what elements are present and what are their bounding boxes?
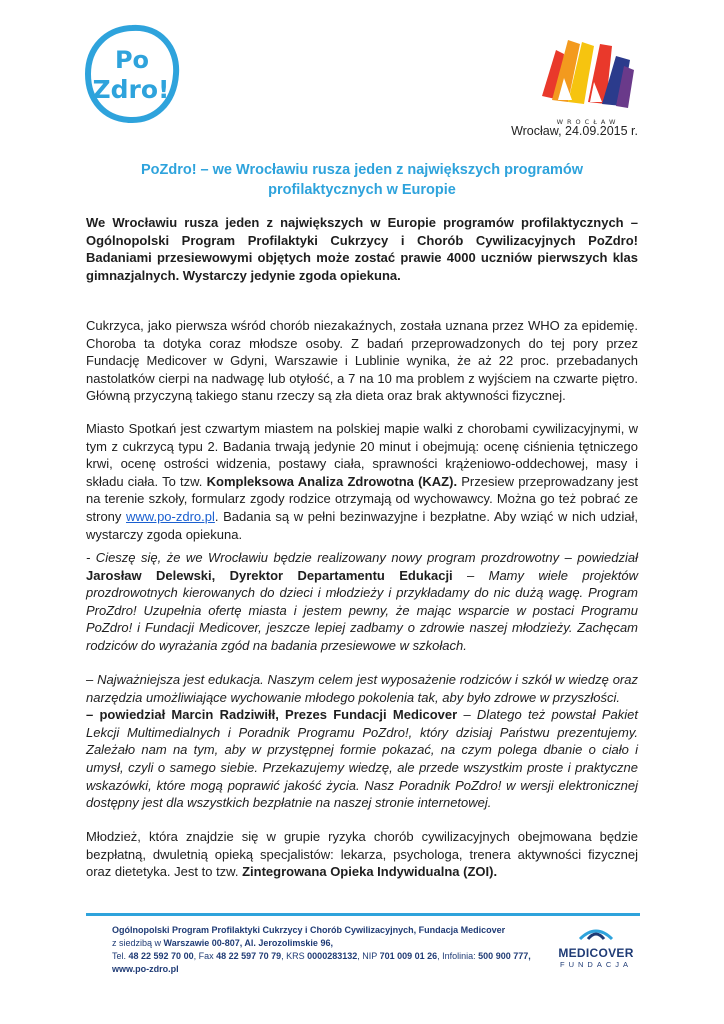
pozdro-logo [84,24,180,124]
wroclaw-logo [538,30,638,130]
pozdro-link[interactable]: www.po-zdro.pl [126,508,215,524]
paragraph-3: - Cieszę się, że we Wrocławiu będzie realizowany nowy program prozdrowotny – powiedział Jarosław Delewski, Dyrektor Departamentu Edukacji – Mamy wiele projektów prozdrowotnych kierowanych do dzieci i młodzieży i przykładamy do nic dużą wagę. Program ProZdro! Uzupełnia ofertę miasta i jestem pewny, że mając wsparcie w postaci Programu PoZdro! i Fundacji Medicover, jeszcze lepiej zadbamy o zdrowie naszej młodzieży. Zachęcam rodziców do wyrażania zgód na badania przesiewowe w szkołach. [86,550,638,653]
paragraph-1: Cukrzyca, jako pierwsza wśród chorób niezakaźnych, została uznana przez WHO za epidemię. Choroba ta dotyka coraz młodsze osoby. Z badań przeprowadzonych do tej pory przez Fundację Medicover w Gdyni, Warszawie i Lublinie wynika, że aż 22 proc. przebadanych nastolatków cierpi na nadwagę lub otyłość, a 7 na 10 ma problem z wyjściem na czwarte piętro. Główną przyczyną takiego stanu rzeczy są zła dieta oraz brak aktywności fizycznej. [86,318,638,404]
svg-text:Zdro!: Zdro! [92,75,170,104]
document-date: Wrocław, 24.09.2015 r. [511,124,638,138]
medicover-logo: MEDICOVER FUNDACJA [548,925,644,973]
paragraph-5: Młodzież, która znajdzie się w grupie ryzyka chorób cywilizacyjnych obejmowana będzie bezpłatną, dwuletnią opieką specjalistów: lekarza, psychologa, trenera aktywności fizycznej oraz dietetyka. Jest to tzw. Zintegrowana Opieka Indywidualna (ZOI). [86,829,638,880]
medicover-emblem-icon [576,925,616,941]
svg-text:WROCŁAW: WROCŁAW [556,118,620,126]
svg-text:Po: Po [114,46,150,74]
paragraph-4: – Najważniejsza jest edukacja. Naszym celem jest wyposażenie rodziców i szkół w wiedzę oraz narzędzia umożliwiające wychowanie młodego pokolenia tak, aby było zdrowe w przyszłości. – powiedział Marcin Radziwiłł, Prezes Fundacji Medicover – Dlatego też powstał Pakiet Lekcji Multimedialnych i Poradnik Programu PoZdro!, który dzisiaj Państwu prezentujemy. Zależało nam na tym, aby w przystępnej formie pokazać, na czym polega dbanie o ciało i umysł, czyli o samego siebie. Przekazujemy wiedzę, ale przede wszystkim proste i praktyczne wskazówki, które mogą poprawić jakość życia. Nasz Poradnik PoZdro! w wersji elektronicznej dostępny jest dla wszystkich bezpłatnie na naszej stronie internetowej. [86,672,638,811]
paragraph-2: Miasto Spotkań jest czwartym miastem na polskiej mapie walki z chorobami cywilizacyjnymi, w tym z cukrzycą typu 2. Badania trwają jedynie 20 minut i obejmują: ocenę ciśnienia tętniczego krwi, ocenę ostrości widzenia, postawy ciała, sprawności krążeniowo-oddechowej, masy i składu ciała. To tzw. Kompleksowa Analiza Zdrowotna (KAZ). Przesiew przeprowadzany jest na terenie szkoły, formularz zgody rodzice otrzymają od wychowawcy. Można go też pobrać ze strony www.po-zdro.pl. Badania są w pełni bezinwazyjne i bezpłatne. Aby wziąć w nich udział, wystarczy zgoda opiekuna. [86,421,638,542]
lead-paragraph: We Wrocławiu rusza jeden z największych w Europie programów profilaktycznych – Ogólnopolski Program Profilaktyki Cukrzycy i Chorób Cywilizacyjnych PoZdro! Badaniami przesiewowymi objętych może zostać prawie 4000 uczniów pierwszych klas gimnazjalnych. Wystarczy jedynie zgoda opiekuna. [86,215,638,283]
page-title: PoZdro! – we Wrocławiu rusza jeden z największych programów profilaktycznych w Europie [140,162,584,198]
footer-divider [86,913,640,916]
footer-address: Ogólnopolski Program Profilaktyki Cukrzycy i Chorób Cywilizacyjnych, Fundacja Medicover z siedzibą w Warszawie 00-807, Al. Jerozolimskie 96, Tel. 48 22 592 70 00, Fax 48 22 597 70 79, KRS 0000283132, NIP 701 009 01 26, Infolinia: 500 900 777, www.po-zdro.pl [112,925,531,974]
